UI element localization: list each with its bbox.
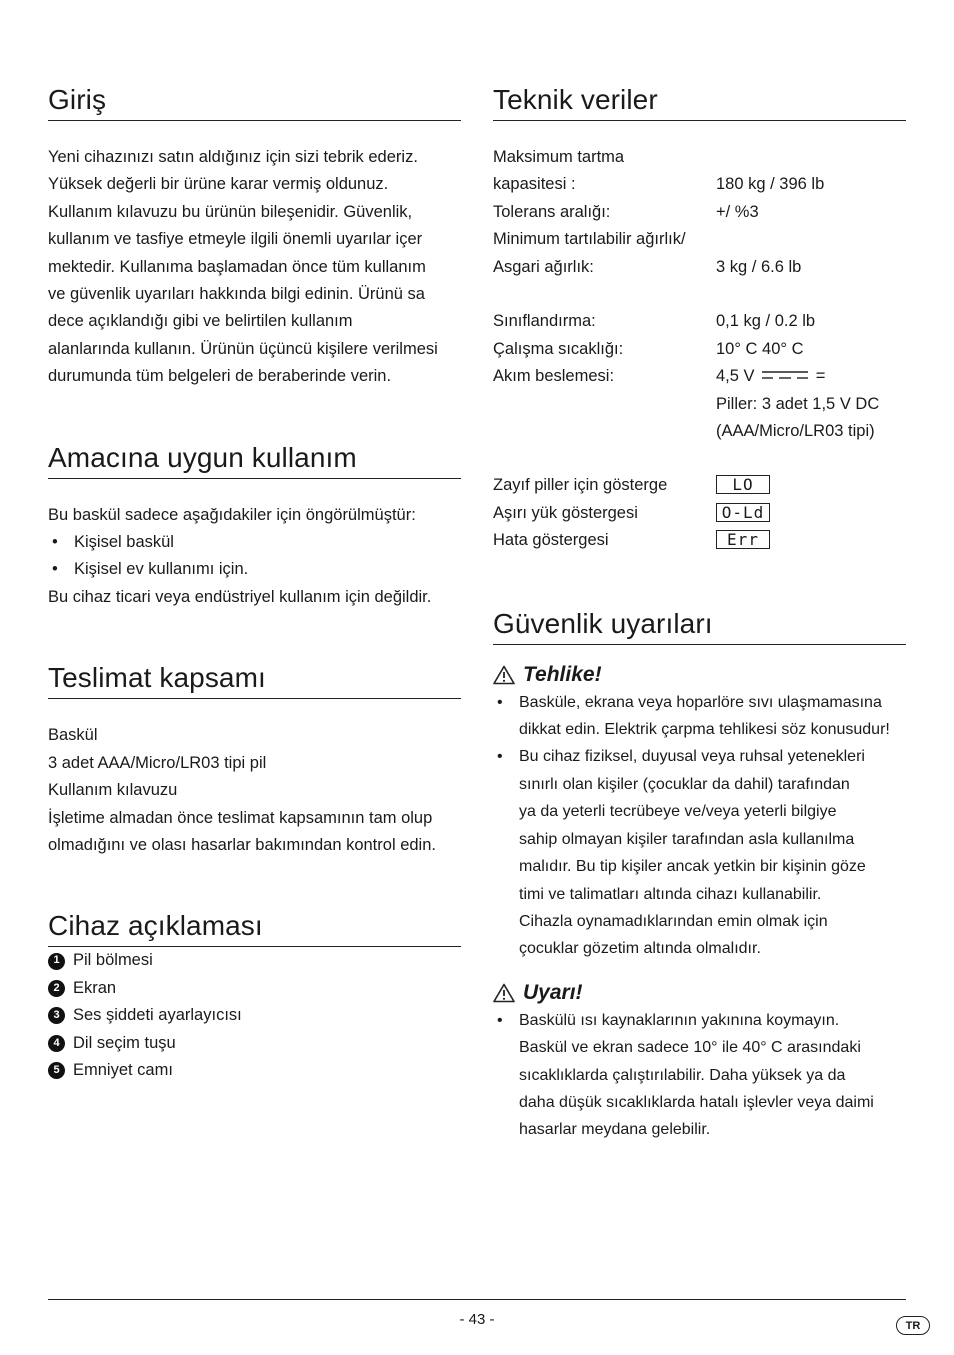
spec-label: Tolerans aralığı: xyxy=(493,202,611,221)
tech-heading: Teknik veriler xyxy=(493,84,906,121)
text-line: mektedir. Kullanıma başlamadan önce tüm kullanım xyxy=(48,257,426,276)
intended-use-list xyxy=(48,529,461,584)
danger-block xyxy=(493,661,906,963)
text-line: sıcaklıklarda çalıştırılabilir. Daha yüksek ya da xyxy=(519,1066,846,1084)
text-line: İşletime almadan önce teslimat kapsamının tam olup xyxy=(48,808,433,827)
lcd-overload-display: O-Ld xyxy=(716,503,770,522)
spec-value-power xyxy=(716,363,906,390)
text-line: ya da yeterli tecrübeye ve/veya yeterli bilgiye xyxy=(519,803,837,821)
spec-value: 3 kg / 6.6 lb xyxy=(716,257,802,276)
table-row xyxy=(493,472,906,499)
text-line: hasarlar meydana gelebilir. xyxy=(519,1121,711,1139)
intended-use-body xyxy=(48,502,461,612)
table-row xyxy=(493,144,906,171)
text-line: 3 adet AAA/Micro/LR03 tipi pil xyxy=(48,753,267,772)
part-label: Dil seçim tuşu xyxy=(73,1033,176,1052)
lcd-low-battery-display: LO xyxy=(716,475,770,494)
list-item: • Kişisel baskül xyxy=(48,529,461,556)
list-item xyxy=(48,975,461,1002)
text-line: • Basküle, ekrana veya hoparlöre sıvı ulaşmamasına xyxy=(519,693,882,711)
spec-label: Hata göstergesi xyxy=(493,531,609,550)
table-row xyxy=(493,527,906,554)
text-line: durumunda tüm belgeleri de beraberinde verin. xyxy=(48,367,392,386)
intro-heading: Giriş xyxy=(48,84,461,121)
text-line: daha düşük sıcaklıklarda hatalı işlevler veya daimi xyxy=(519,1093,874,1111)
text-line: Baskül xyxy=(48,726,98,745)
spec-value: 180 kg / 396 lb xyxy=(716,175,825,194)
right-column xyxy=(493,84,906,1144)
warning-block xyxy=(493,979,906,1144)
text-line: • Baskülü ısı kaynaklarının yakınına koymayın. xyxy=(519,1011,840,1029)
footer-divider xyxy=(48,1299,906,1300)
part-label: Pil bölmesi xyxy=(73,951,153,970)
delivery-section xyxy=(48,662,461,859)
part-label: Emniyet camı xyxy=(73,1060,173,1079)
table-row xyxy=(493,418,906,445)
spec-label: Sınıflandırma: xyxy=(493,312,596,331)
table-row xyxy=(493,254,906,281)
lcd-error-display: Err xyxy=(716,530,770,549)
spec-label: kapasitesi : xyxy=(493,175,576,194)
number-badge: 2 xyxy=(48,980,65,997)
spec-label: Çalışma sıcaklığı: xyxy=(493,339,624,358)
list-item xyxy=(48,1057,461,1084)
tech-section xyxy=(493,84,906,555)
number-badge: 4 xyxy=(48,1035,65,1052)
text-line: alanlarında kullanın. Ürünün üçüncü kişilere verilmesi xyxy=(48,339,438,358)
safety-section xyxy=(493,608,906,1144)
number-badge: 5 xyxy=(48,1062,65,1079)
table-row xyxy=(493,171,906,198)
table-row xyxy=(493,336,906,363)
table-row xyxy=(493,500,906,527)
text-line: • Bu cihaz fiziksel, duyusal veya ruhsal yetenekleri xyxy=(519,748,865,766)
safety-heading: Güvenlik uyarıları xyxy=(493,608,906,645)
language-badge: TR xyxy=(896,1316,930,1335)
table-row-spacer xyxy=(493,445,906,472)
danger-heading xyxy=(493,661,906,689)
part-label: Ekran xyxy=(73,978,117,997)
power-voltage: 4,5 V xyxy=(716,367,755,386)
device-heading: Cihaz açıklaması xyxy=(48,910,461,947)
warning-triangle-icon xyxy=(493,665,515,685)
table-row xyxy=(493,308,906,335)
spec-value: (AAA/Micro/LR03 tipi) xyxy=(716,422,875,441)
text-line: çocuklar gözetim altında olmalıdır. xyxy=(519,940,761,958)
text-line: sınırlı olan kişiler (çocuklar da dahil) tarafından xyxy=(519,775,850,793)
warning-title: Uyarı! xyxy=(523,980,583,1004)
device-section xyxy=(48,910,461,1084)
dc-symbol-icon xyxy=(761,369,809,381)
spec-label: Minimum tartılabilir ağırlık/ xyxy=(493,230,686,249)
warning-list xyxy=(493,1007,906,1144)
page-number: - 43 - xyxy=(459,1311,495,1328)
table-row xyxy=(493,226,906,253)
list-item xyxy=(48,1002,461,1029)
device-parts-list xyxy=(48,947,461,1084)
intro-body xyxy=(48,144,461,391)
text-line: Cihazla oynamadıklarından emin olmak için xyxy=(519,912,828,930)
list-item: • Kişisel ev kullanımı için. xyxy=(48,556,461,583)
text-line: Kullanım kılavuzu bu ürünün bileşenidir. Güvenlik, xyxy=(48,202,413,221)
text-line: Yüksek değerli bir ürüne karar vermiş oldunuz. xyxy=(48,175,389,194)
table-row-spacer xyxy=(493,281,906,308)
danger-title: Tehlike! xyxy=(523,662,602,686)
tech-spec-table xyxy=(493,144,906,555)
intro-section xyxy=(48,84,461,391)
text-line: ve güvenlik uyarıları hakkında bilgi edinin. Ürünü sa xyxy=(48,285,425,304)
text-line: malıdır. Bu tip kişiler ancak yetkin bir kişinin göze xyxy=(519,858,866,876)
table-row xyxy=(493,363,906,390)
left-column xyxy=(48,84,461,1084)
spec-value: 10° C 40° C xyxy=(716,339,804,358)
text-line: dikkat edin. Elektrik çarpma tehlikesi söz konusudur! xyxy=(519,721,890,739)
spec-value: Piller: 3 adet 1,5 V DC xyxy=(716,394,880,413)
text-line: sahip olmayan kişiler tarafından asla kullanılma xyxy=(519,830,855,848)
spec-value: 0,1 kg / 0.2 lb xyxy=(716,312,816,331)
list-item xyxy=(48,947,461,974)
danger-list xyxy=(493,689,906,963)
list-item xyxy=(493,743,906,962)
list-item xyxy=(48,1030,461,1057)
spec-label: Asgari ağırlık: xyxy=(493,257,594,276)
intended-use-lead: Bu baskül sadece aşağıdakiler için öngörülmüştür: xyxy=(48,505,416,524)
part-label: Ses şiddeti ayarlayıcısı xyxy=(73,1006,242,1025)
spec-label: Maksimum tartma xyxy=(493,148,625,166)
text-line: olmadığını ve olası hasarlar bakımından kontrol edin. xyxy=(48,835,436,854)
number-badge: 1 xyxy=(48,953,65,970)
spec-label: Akım beslemesi: xyxy=(493,367,615,386)
spec-label: Aşırı yük göstergesi xyxy=(493,503,638,522)
intended-use-heading: Amacına uygun kullanım xyxy=(48,442,461,479)
list-item xyxy=(493,1007,906,1144)
text-line: Yeni cihazınızı satın aldığınız için sizi tebrik ederiz. xyxy=(48,148,418,166)
table-row xyxy=(493,199,906,226)
table-row xyxy=(493,391,906,418)
delivery-heading: Teslimat kapsamı xyxy=(48,662,461,699)
spec-label: Zayıf piller için gösterge xyxy=(493,476,668,495)
text-line: kullanım ve tasfiye etmeyle ilgili önemli uyarılar içer xyxy=(48,230,423,249)
text-line: Kullanım kılavuzu xyxy=(48,781,178,800)
intended-use-section xyxy=(48,442,461,612)
list-item xyxy=(493,689,906,744)
intended-use-tail: Bu cihaz ticari veya endüstriyel kullanım için değildir. xyxy=(48,587,432,606)
text-line: dece açıklandığı gibi ve belirtilen kullanım xyxy=(48,312,353,331)
text-line: Baskül ve ekran sadece 10° ile 40° C arasındaki xyxy=(519,1039,861,1057)
number-badge: 3 xyxy=(48,1007,65,1024)
warning-triangle-icon xyxy=(493,983,515,1003)
text-line: timi ve talimatları altında cihazı kullanabilir. xyxy=(519,885,822,903)
spec-value: +/ %3 xyxy=(716,202,759,221)
power-suffix: = xyxy=(815,367,826,386)
delivery-body xyxy=(48,722,461,859)
warning-heading xyxy=(493,979,906,1007)
